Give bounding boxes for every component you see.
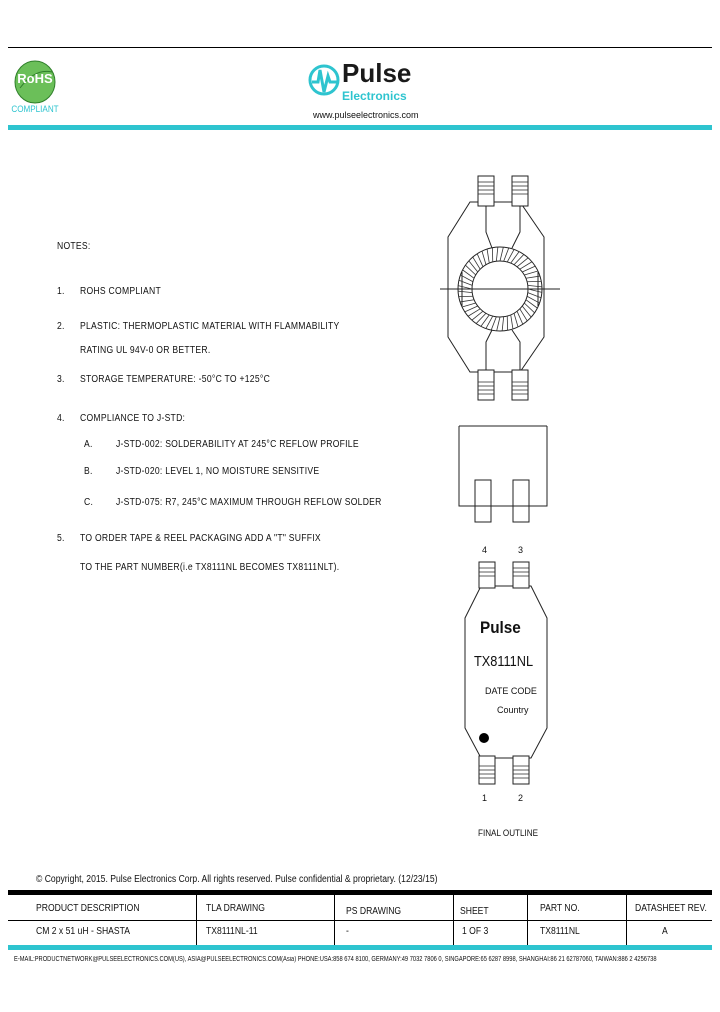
footer-accent-bar (8, 945, 712, 950)
value-sheet: 1 OF 3 (462, 926, 489, 937)
col-divider (334, 895, 335, 945)
rohs-text: RoHS (17, 71, 53, 86)
note-2-line2: RATING UL 94V-0 OR BETTER. (80, 345, 211, 356)
winding-line (458, 286, 472, 289)
pulse-logo (308, 58, 418, 118)
col-divider (527, 895, 528, 945)
winding-line (459, 280, 472, 285)
note-4a-letter: A. (84, 439, 93, 450)
winding-line (465, 306, 478, 312)
pin-2-label: 2 (518, 793, 524, 803)
winding-line (491, 317, 496, 330)
pin-4-label: 4 (482, 545, 488, 555)
copyright-text: © Copyright, 2015. Pulse Electronics Corp. All rights reserved. Pulse confidential & proprietary. (12/23/15) (36, 874, 438, 885)
value-datasheet-rev: A (662, 926, 668, 937)
col-divider (626, 895, 627, 945)
winding-line (496, 247, 498, 261)
note-4b-text: J-STD-020: LEVEL 1, NO MOISTURE SENSITIVE (116, 466, 320, 477)
logo-name: Pulse (342, 58, 412, 88)
col-divider (196, 895, 197, 945)
note-5-line2: TO THE PART NUMBER(i.e TX8111NL BECOMES TX8111NLT). (80, 562, 340, 573)
winding-line (522, 266, 535, 272)
outline-label: FINAL OUTLINE (478, 828, 539, 838)
winding-line (511, 315, 513, 329)
winding-line (517, 311, 523, 324)
header-sheet: SHEET (460, 906, 489, 917)
winding-line (514, 313, 518, 327)
marking-logo: Pulse (480, 618, 521, 637)
winding-line (497, 317, 500, 331)
header-ps-drawing: PS DRAWING (346, 906, 402, 917)
note-4-num: 4. (57, 413, 65, 424)
winding-line (462, 303, 476, 307)
top-rule (8, 47, 712, 48)
marking-date-label: DATE CODE (485, 686, 537, 696)
header-part-no: PART NO. (540, 903, 580, 914)
rohs-badge (12, 58, 58, 116)
winding-line (502, 317, 504, 331)
contact-line: E-MAIL:PRODUCTNETWORK@PULSEELECTRONICS.COM(US), ASIA@PULSEELECTRONICS.COM(Asia) PHONE:USA:858 674 8100, GERMANY:49 7032 7806 0, SINGAPORE:65 6287 8998, SHANGHAI:86 21 62787060, TAIWAN:886 2 4256738 (14, 956, 657, 963)
website-link[interactable]: www.pulseelectronics.com (313, 110, 419, 120)
marking-part: TX8111NL (474, 653, 534, 670)
note-4c-letter: C. (84, 497, 94, 508)
winding-line (487, 249, 489, 263)
header-product-description: PRODUCT DESCRIPTION (36, 903, 140, 914)
winding-line (524, 271, 538, 275)
pulse-logo-icon (308, 60, 342, 100)
header-tla-drawing: TLA DRAWING (206, 903, 265, 914)
note-2-line1: PLASTIC: THERMOPLASTIC MATERIAL WITH FLAMMABILITY (80, 321, 340, 332)
note-4-text: COMPLIANCE TO J-STD: (80, 413, 186, 424)
winding-line (458, 291, 472, 293)
notes-title: NOTES: (57, 241, 91, 252)
winding-line (528, 289, 542, 292)
rohs-caption: COMPLIANT (11, 104, 59, 114)
note-5-num: 5. (57, 533, 65, 544)
winding-line (528, 293, 541, 298)
pin1-dot (479, 733, 489, 743)
header-accent-bar (8, 125, 712, 130)
value-product-description: CM 2 x 51 uH - SHASTA (36, 926, 130, 937)
value-tla-drawing: TX8111NL-11 (206, 926, 258, 937)
winding-line (482, 251, 486, 265)
side-view-drawing (455, 424, 550, 524)
note-4b-letter: B. (84, 466, 93, 477)
note-3-text: STORAGE TEMPERATURE: -50°C TO +125°C (80, 374, 271, 385)
top-view-drawing (440, 172, 560, 407)
note-4c-text: J-STD-075: R7, 245°C MAXIMUM THROUGH REFLOW SOLDER (116, 497, 382, 508)
winding-line (504, 248, 509, 261)
col-divider (453, 895, 454, 945)
winding-line (500, 247, 503, 261)
header-datasheet-rev: DATASHEET REV. (635, 903, 707, 914)
note-4a-text: J-STD-002: SOLDERABILITY AT 245°C REFLOW PROFILE (116, 439, 359, 450)
note-2-num: 2. (57, 321, 65, 332)
winding-line (477, 254, 483, 267)
pin-3-label: 3 (518, 545, 524, 555)
note-1-num: 1. (57, 286, 65, 297)
value-part-no: TX8111NL (540, 926, 580, 937)
marking-date-value: Country (497, 705, 529, 715)
logo-sub: Electronics (342, 89, 407, 103)
note-1-text: ROHS COMPLIANT (80, 286, 162, 297)
note-3-num: 3. (57, 374, 65, 385)
footer-top-bar (8, 890, 712, 895)
note-5-line1: TO ORDER TAPE & REEL PACKAGING ADD A "T" SUFFIX (80, 533, 321, 544)
pin-1-label: 1 (482, 793, 488, 803)
table-mid-rule (8, 920, 712, 921)
winding-line (528, 285, 542, 287)
value-ps-drawing: - (346, 926, 349, 937)
marking-view-drawing (455, 558, 555, 790)
